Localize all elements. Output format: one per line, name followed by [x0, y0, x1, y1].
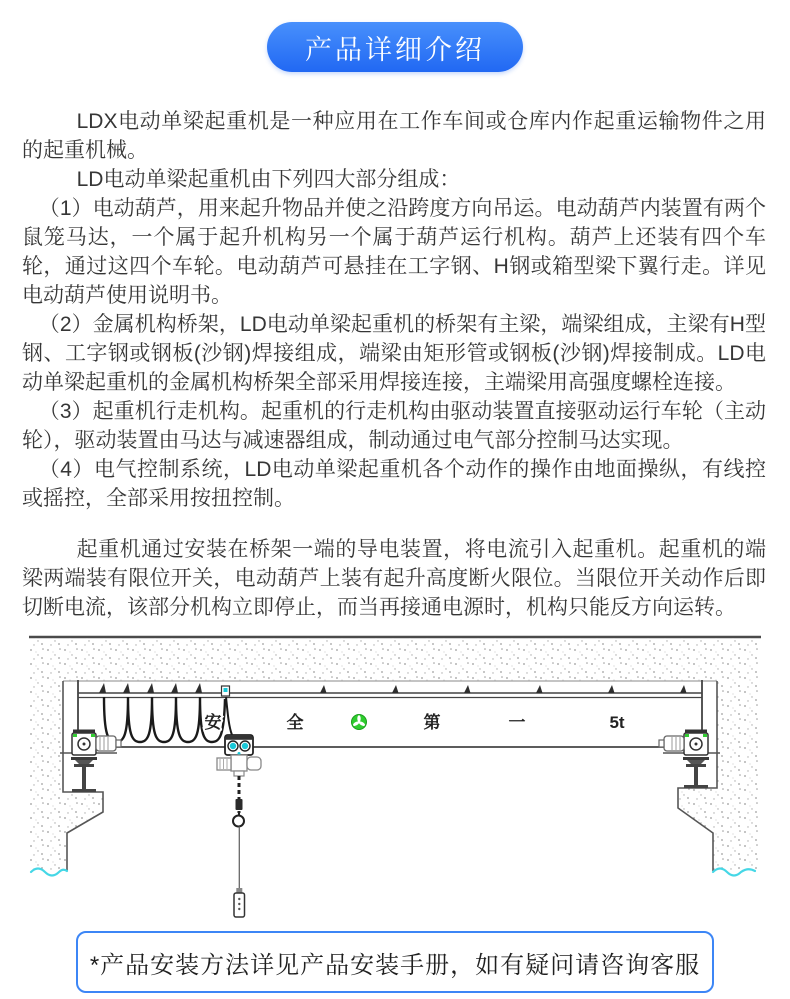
right-drive-motor [664, 736, 684, 751]
beam-label-di: 第 [423, 713, 441, 732]
section-title: 产品详细介绍 [305, 34, 485, 65]
green-fan-logo-icon [352, 715, 367, 730]
crane-diagram [29, 633, 761, 925]
right-wall [678, 682, 761, 871]
top-concrete-band [29, 638, 761, 682]
installation-note-text: *产品安装方法详见产品安装手册，如有疑问请咨询客服 [89, 951, 701, 979]
beam-label-quan: 全 [286, 713, 304, 732]
paragraph-item-4: （4）电气控制系统，LD电动单梁起重机各个动作的操作由地面操纵，有线控或摇控，全部采用按扭控制。 [22, 458, 766, 510]
paragraph-item-3: （3）起重机行走机构。起重机的行走机构由驱动装置直接驱动运行车轮（主动轮），驱动装置由马达与减速器组成，制动通过电气部分控制马达实现。 [22, 400, 766, 452]
end-truck-right [659, 730, 709, 789]
electric-hoist [217, 735, 261, 917]
section-title-pill [267, 22, 523, 72]
paragraph-electric: 起重机通过安装在桥架一端的导电装置，将电流引入起重机。起重机的端梁两端装有限位开关，电动葫芦上装有起升高度断火限位。当限位开关动作后即切断电流，该部分机构立即停止，而当再接通电源时，机构只能反方向运转。 [22, 538, 766, 619]
paragraph-item-1: （1）电动葫芦，用来起升物品并使之沿跨度方向吊运。电动葫芦内装置有两个鼠笼马达，一个属于起升机构另一个属于葫芦运行机构。葫芦上还装有四个车轮，通过这四个车轮。电动葫芦可悬挂在工字钢、H钢或箱型梁下翼行走。详见电动葫芦使用说明书。 [22, 197, 766, 307]
concrete-structure [29, 638, 761, 876]
rail-hanger-ticks [99, 683, 687, 693]
left-wall [29, 682, 103, 871]
beam-slogan [205, 712, 625, 732]
hoist-body [231, 755, 247, 771]
capacity-label: 5t [609, 713, 625, 732]
paragraph-composition: LD电动单梁起重机由下列四大部分组成： [76, 168, 461, 191]
beam-label-an: 安 [204, 713, 222, 732]
end-truck-left [71, 730, 121, 793]
beam-label-yi: 一 [508, 713, 526, 732]
left-drive-motor [96, 736, 116, 751]
installation-note-box [76, 931, 714, 993]
product-description [22, 107, 766, 622]
hook-icon [233, 816, 244, 827]
paragraph-item-2: （2）金属机构桥架，LD电动单梁起重机的桥架有主梁，端梁组成，主梁有H型钢、工字钢或钢板(沙钢)焊接组成，端梁由矩形管或钢板(沙钢)焊接制成。LD电动单梁起重机的金属机构桥架全部采用焊接连接，主端梁用高强度螺栓连接。 [22, 313, 766, 394]
paragraph-intro: LDX电动单梁起重机是一种应用在工作车间或仓库内作起重运输物件之用的起重机械。 [22, 110, 766, 162]
